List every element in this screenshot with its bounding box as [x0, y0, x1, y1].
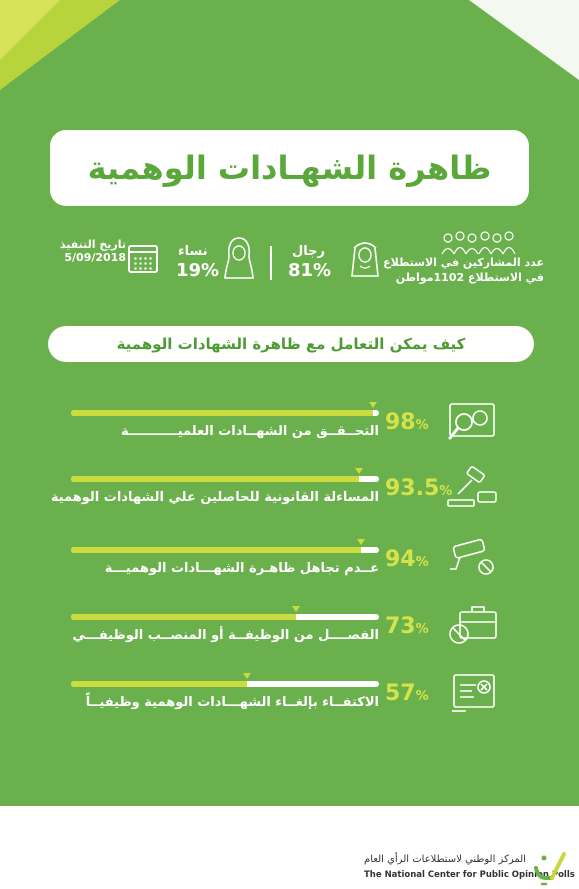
stats-bar [20, 228, 560, 288]
woman-icon [224, 236, 254, 280]
progress-track [71, 476, 379, 482]
percentage-value: 94 [385, 547, 416, 572]
men-percentage: 81% [288, 260, 332, 281]
result-label: التحــقــق من الشهــادات العلميـــــــــــة [120, 424, 379, 439]
progress-marker [243, 673, 251, 679]
certificate-magnifier-icon [446, 400, 500, 444]
result-row [0, 608, 579, 664]
corner-decoration [469, 0, 579, 80]
man-icon [350, 236, 380, 280]
question-banner [48, 326, 534, 362]
title-card [50, 130, 529, 206]
progress-track [71, 410, 379, 416]
percent-sign: % [415, 622, 429, 637]
org-name-arabic: المركز الوطني لاستطلاعات الرأي العام [364, 854, 526, 865]
progress-track [71, 614, 379, 620]
certificate-cancel-icon [446, 671, 500, 715]
progress-fill [71, 547, 361, 553]
date-value: 5/09/2018 [64, 251, 126, 264]
divider [270, 246, 272, 280]
percentage-value: 93.5 [385, 476, 440, 501]
result-label: المساءلة القانونية للحاصلين علي الشهادات الوهمية [50, 490, 379, 505]
percent-sign: % [415, 689, 429, 704]
result-row [0, 541, 579, 597]
women-percentage: 19% [176, 260, 220, 281]
participants-value: في الاستطلاع 1102مواطن [395, 271, 544, 284]
result-percentage [385, 547, 445, 572]
result-percentage [385, 614, 445, 639]
date-label: تاريخ التنفيذ [59, 238, 126, 251]
percent-sign: % [415, 555, 429, 570]
result-label: عــدم تجاهل ظاهـرة الشهـــادات الوهميـــة [104, 561, 379, 576]
progress-marker [357, 539, 365, 545]
calendar-icon [128, 245, 158, 273]
result-row [0, 470, 579, 526]
org-logo [528, 846, 568, 886]
percent-sign: % [439, 484, 453, 499]
progress-fill [71, 410, 373, 416]
progress-fill [71, 614, 296, 620]
briefcase-prohibited-icon [446, 604, 500, 648]
question-text: كيف يمكن التعامل مع ظاهرة الشهادات الوهمية [116, 335, 466, 353]
date-stat [42, 238, 126, 264]
page-title: ظاهرة الشهـادات الوهمية [87, 149, 492, 187]
progress-marker [369, 402, 377, 408]
crowd-icon [440, 228, 518, 256]
percentage-value: 73 [385, 614, 416, 639]
result-percentage [385, 476, 453, 501]
participants-label: عدد المشاركين في الاستطلاع [383, 256, 544, 269]
percentage-value: 98 [385, 410, 416, 435]
percentage-value: 57 [385, 681, 416, 706]
cctv-prohibited-icon [446, 537, 500, 581]
result-row [0, 404, 579, 460]
org-name-english: The National Center for Public Opinion Polls [364, 870, 575, 880]
progress-marker [355, 468, 363, 474]
progress-track [71, 681, 379, 687]
participants-stat [383, 228, 552, 288]
result-label: الاكتفــاء بإلغــاء الشهـــادات الوهمية وظيفيــاً [85, 695, 379, 710]
women-stat [170, 228, 290, 288]
progress-marker [292, 606, 300, 612]
gavel-icon [446, 466, 500, 510]
footer [0, 806, 579, 889]
result-row [0, 675, 579, 731]
result-label: الفصــــل من الوظيفــة أو المنصــب الوظيفـــي [72, 628, 379, 643]
men-label: رجال [292, 244, 326, 259]
progress-fill [71, 681, 247, 687]
progress-fill [71, 476, 359, 482]
percent-sign: % [415, 418, 429, 433]
progress-track [71, 547, 379, 553]
women-label: نساء [178, 244, 208, 259]
result-percentage [385, 681, 445, 706]
result-percentage [385, 410, 445, 435]
